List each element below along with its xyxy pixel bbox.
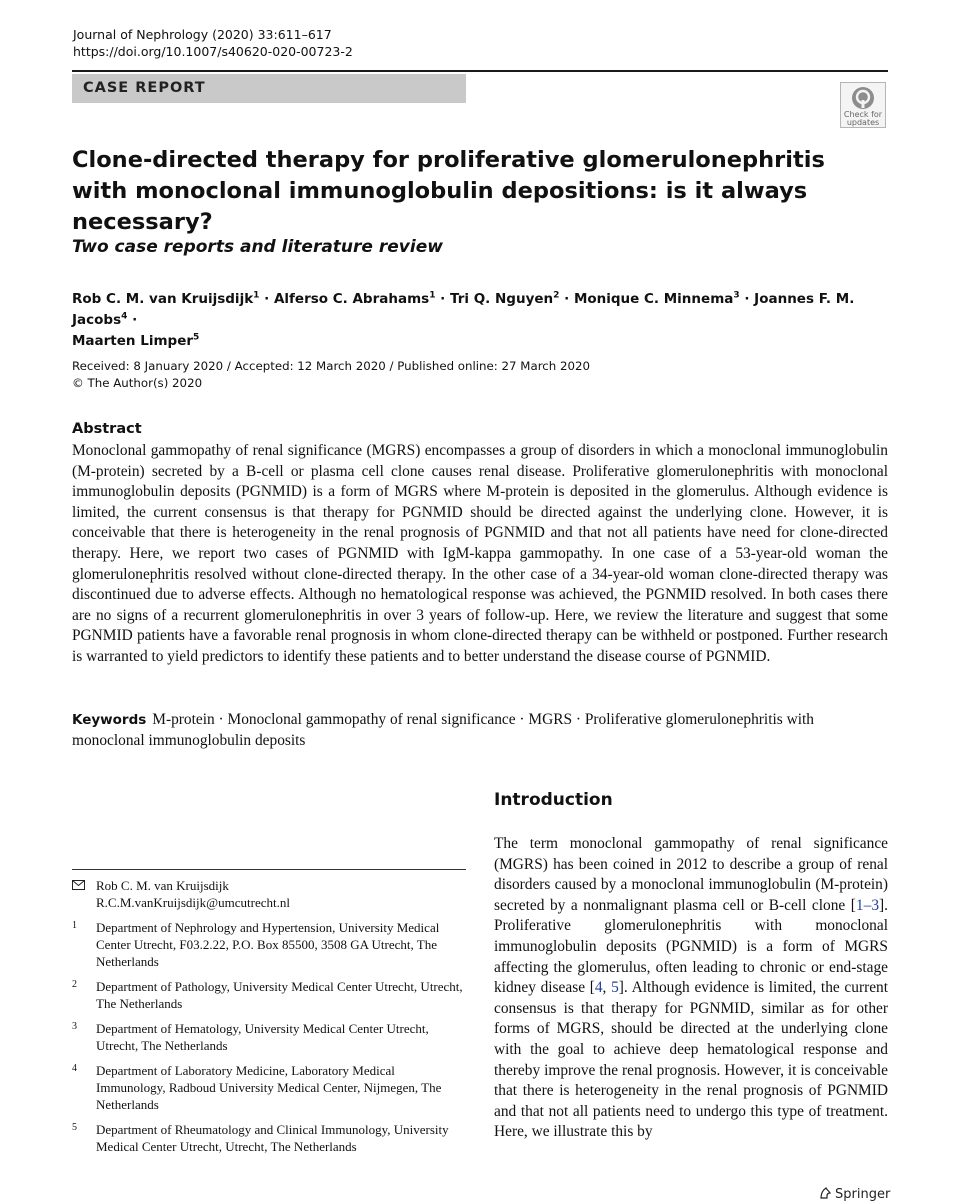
footnote-rule bbox=[72, 869, 466, 870]
author-list: Rob C. M. van Kruijsdijk$^1$ · Alferso C. Abrahams$^1$ · Tri Q. Nguyen$^2$ · Monique C. Minnema$^3$ · Joannes F. M. Jacobs$^4$ · Maarten Limper$^5$ bbox=[72, 290, 855, 349]
keywords-label: Keywords bbox=[72, 712, 147, 728]
author-affiliation-mark: 4 bbox=[121, 311, 128, 322]
affiliation-mark: 2 bbox=[72, 979, 77, 990]
reference-link[interactable]: 5 bbox=[611, 979, 619, 997]
journal-header bbox=[73, 26, 353, 60]
introduction-heading: Introduction bbox=[494, 790, 613, 810]
check-for-updates-label bbox=[841, 111, 885, 127]
abstract-heading: Abstract bbox=[72, 421, 142, 437]
author-affiliation-mark: 1 bbox=[429, 290, 436, 301]
author-affiliation-mark: 5 bbox=[193, 332, 200, 343]
envelope-icon bbox=[72, 877, 85, 894]
reference-separator: , bbox=[602, 979, 612, 997]
intro-text-part: The term monoclonal gammopathy of renal significance (MGRS) has been coined in 2012 to describe a group of renal disorders caused by a monoclonal immunoglobulin (M-protein) secreted by a nonmalignant plasma cell or B-cell clone [ bbox=[494, 835, 888, 914]
affiliation-text: Department of Rheumatology and Clinical Immunology, University Medical Center Utrecht, Utrecht, The Netherlands bbox=[96, 1122, 449, 1154]
author-name[interactable]: Joannes F. M. Jacobs bbox=[72, 291, 855, 328]
keywords-block bbox=[72, 710, 888, 751]
reference-link[interactable]: 4 bbox=[594, 979, 603, 997]
check-updates-line1: Check for bbox=[843, 110, 883, 119]
footnotes bbox=[72, 877, 466, 1163]
publication-dates bbox=[72, 358, 590, 392]
article-title bbox=[72, 145, 892, 238]
title-line-2: with monoclonal immunoglobulin depositions: is it always necessary? bbox=[72, 178, 808, 235]
affiliation bbox=[72, 1020, 466, 1054]
affiliation-mark: 3 bbox=[72, 1021, 77, 1032]
author-affiliation-mark: 1 bbox=[253, 290, 260, 301]
reference-link[interactable]: 1–3 bbox=[855, 896, 880, 914]
author-name[interactable]: Rob C. M. van Kruijsdijk bbox=[72, 291, 254, 307]
corresponding-name: Rob C. M. van Kruijsdijk bbox=[96, 878, 229, 893]
affiliation-text: Department of Pathology, University Medical Center Utrecht, Utrecht, The Netherlands bbox=[96, 979, 463, 1011]
article-type-label: CASE REPORT bbox=[83, 80, 206, 96]
affiliation-mark: 5 bbox=[72, 1122, 77, 1133]
dates-line: Received: 8 January 2020 / Accepted: 12 March 2020 / Published online: 27 March 2020 bbox=[72, 359, 591, 373]
affiliation bbox=[72, 978, 466, 1012]
affiliation-text: Department of Laboratory Medicine, Laboratory Medical Immunology, Radboud University Medical Center, Nijmegen, The Netherlands bbox=[96, 1063, 442, 1112]
doi-link[interactable]: https://doi.org/10.1007/s40620-020-00723-2 bbox=[73, 44, 353, 59]
affiliation bbox=[72, 919, 466, 970]
affiliation-mark: 4 bbox=[72, 1063, 77, 1074]
author-affiliation-mark: 2 bbox=[553, 290, 560, 301]
crossmark-icon bbox=[851, 86, 875, 110]
author-affiliation-mark: 3 bbox=[733, 290, 740, 301]
title-line-1: Clone-directed therapy for proliferative glomerulonephritis bbox=[72, 147, 825, 173]
affiliation-mark: 1 bbox=[72, 920, 77, 931]
intro-text-part: ]. Proliferative glomerulonephritis with monoclonal immunoglobulin deposits (PGNMID) is a form of MGRS affecting the glomerulus, often leading to chronic or end-stage kidney disease [ bbox=[494, 896, 888, 997]
abstract-text: Monoclonal gammopathy of renal significance (MGRS) encompasses a group of disorders in which a monoclonal immunoglobulin (M-protein) secreted by a B-cell or plasma cell clone causes renal disease. Proliferative glomerulonephritis with monoclonal immunoglobulin deposits (PGNMID) is a form of MGRS where M-protein is deposited in the glomerulus. Although evidence is limited, the current consensus is that therapy for PGNMID should be directed against the underlying clone. However, it is conceivable that there is heterogeneity in the renal prognosis of PGNMID and that not all patients have need for clone-directed therapy. Here, we report two cases of PGNMID with IgM-kappa gammopathy. In one case of a 53-year-old woman the glomerulonephritis resolved without clone-directed therapy. In the other case of a 34-year-old woman clone-directed therapy was discontinued due to adverse effects. Although no hematological response was achieved, the PGNMID resolved. In both cases there are no signs of a recurrent glomerulonephritis in over 3 years of follow-up. Here, we review the literature and suggest that some PGNMID patients have a favorable renal prognosis in whom clone-directed therapy can be withheld or postponed. Further research is warranted to yield predictors to identify these patients and to better understand the disease course of PGNMID. bbox=[72, 442, 888, 665]
check-updates-line2: updates bbox=[846, 118, 880, 127]
header-rule bbox=[72, 70, 888, 72]
intro-text-part: ]. Although evidence is limited, the current consensus is that therapy for PGNMID, similar as for other forms of MGRS, should be directed at the underlying clone with the goal to achieve deep hematological response and thereby improve the renal prognosis. However, it is conceivable that there is heterogeneity in the renal prognosis of PGNMID and that not all patients need to undergo this type of treatment. Here, we illustrate this by bbox=[494, 979, 888, 1141]
article-subtitle: Two case reports and literature review bbox=[72, 237, 443, 257]
copyright-line: © The Author(s) 2020 bbox=[72, 376, 203, 390]
author-name[interactable]: Tri Q. Nguyen bbox=[449, 291, 554, 307]
springer-horse-icon bbox=[818, 1186, 832, 1200]
corresponding-email[interactable]: R.C.M.vanKruijsdijk@umcutrecht.nl bbox=[96, 895, 290, 910]
affiliation-text: Department of Nephrology and Hypertension, University Medical Center Utrecht, F03.2.22, P.O. Box 85500, 3508 GA Utrecht, The Netherlands bbox=[96, 920, 440, 969]
author-name[interactable]: Monique C. Minnema bbox=[573, 291, 734, 307]
introduction-text bbox=[494, 834, 888, 1143]
affiliation-text: Department of Hematology, University Medical Center Utrecht, Utrecht, The Netherlands bbox=[96, 1021, 429, 1053]
author-name[interactable]: Alferso C. Abrahams bbox=[273, 291, 430, 307]
check-for-updates-button[interactable] bbox=[840, 82, 886, 128]
corresponding-author bbox=[72, 877, 466, 911]
keywords-text: M-protein · Monoclonal gammopathy of renal significance · MGRS · Proliferative glomerulonephritis with monoclonal immunoglobulin deposits bbox=[72, 711, 814, 749]
publisher-name: Springer bbox=[835, 1187, 891, 1202]
author-name[interactable]: Maarten Limper bbox=[72, 333, 194, 349]
affiliation bbox=[72, 1062, 466, 1113]
journal-citation: Journal of Nephrology (2020) 33:611–617 bbox=[73, 27, 332, 42]
affiliation bbox=[72, 1121, 466, 1155]
